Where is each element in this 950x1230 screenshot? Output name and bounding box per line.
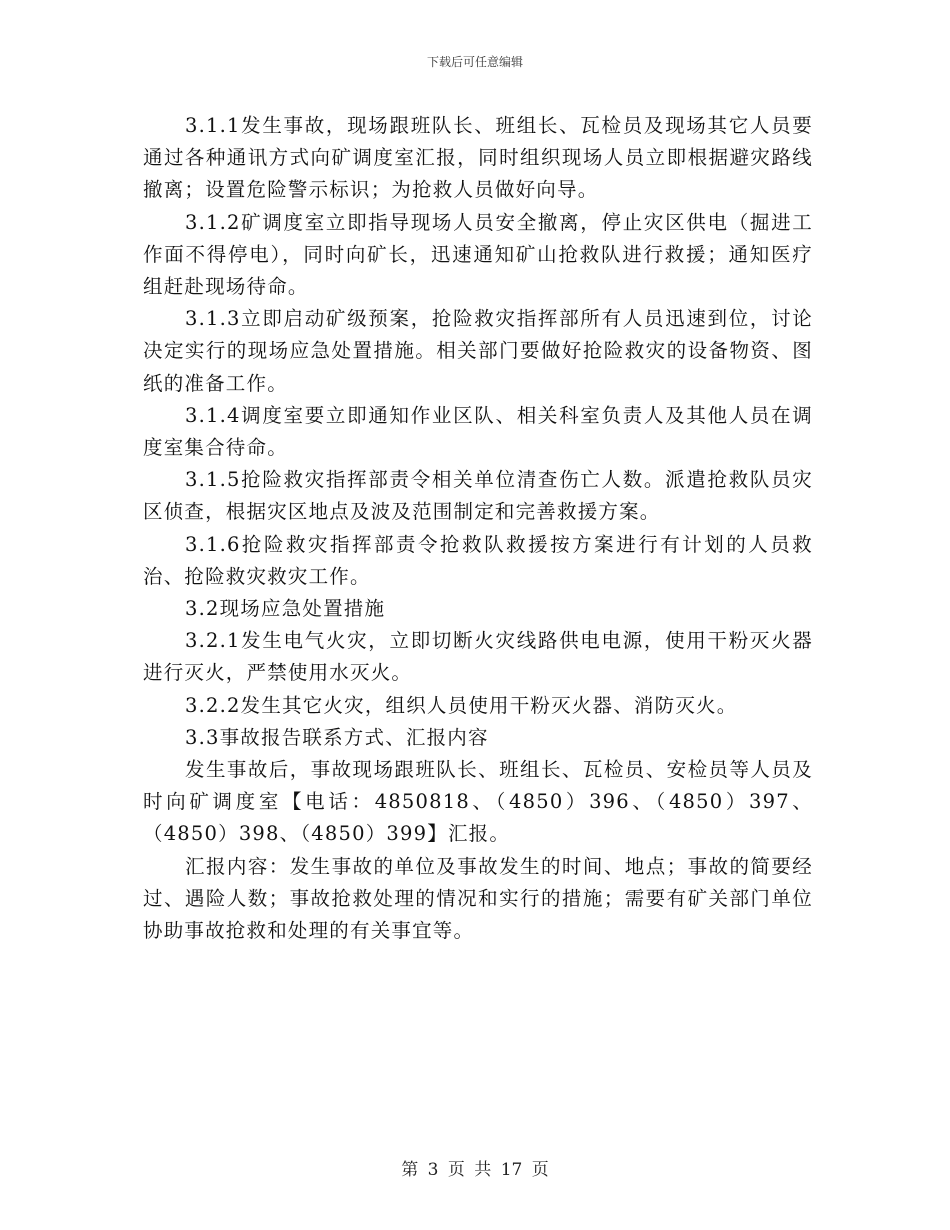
page-footer: 第 3 页 共 17 页 xyxy=(401,1160,549,1180)
paragraph-3-1-4: 3.1.4调度室要立即通知作业区队、相关科室负责人及其他人员在调度室集合待命。 xyxy=(143,403,813,460)
paragraph-report-contacts: 发生事故后，事故现场跟班队长、班组长、瓦检员、安检员等人员及时向矿调度室【电话：4850818、（4850）396、（4850）397、（4850）398、（4850）399】汇报。 xyxy=(143,758,813,846)
paragraph-3-2-1: 3.2.1发生电气火灾，立即切断火灾线路供电电源，使用干粉灭火器进行灭火，严禁使用水灭火。 xyxy=(143,629,813,685)
heading-3-2: 3.2现场应急处置措施 xyxy=(185,597,386,621)
heading-3-3: 3.3事故报告联系方式、汇报内容 xyxy=(185,725,489,749)
paragraph-3-1-1: 3.1.1发生事故，现场跟班队长、班组长、瓦检员及现场其它人员要通过各种通讯方式向矿调度室汇报，同时组织现场人员立即根据避灾路线撤离；设置危险警示标识；为抢救人员做好向导。 xyxy=(143,114,813,202)
paragraph-3-1-3: 3.1.3立即启动矿级预案，抢险救灾指挥部所有人员迅速到位，讨论决定实行的现场应急处置措施。相关部门要做好抢险救灾的设备物资、图纸的准备工作。 xyxy=(143,307,813,395)
page-header: 下载后可任意编辑 xyxy=(426,55,523,69)
paragraph-3-1-2: 3.1.2矿调度室立即指导现场人员安全撤离，停止灾区供电（掘进工作面不得停电），同时向矿长，迅速通知矿山抢救队进行救援；通知医疗组赶赴现场待命。 xyxy=(143,210,813,299)
paragraph-report-content: 汇报内容：发生事故的单位及事故发生的时间、地点；事故的简要经过、遇险人数；事故抢救处理的情况和实行的措施；需要有矿关部门单位协助事故抢救和处理的有关事宜等。 xyxy=(143,854,813,943)
paragraph-3-1-5: 3.1.5抢险救灾指挥部责令相关单位清查伤亡人数。派遣抢救队员灾区侦查，根据灾区地点及波及范围制定和完善救援方案。 xyxy=(143,468,813,524)
paragraph-3-1-6: 3.1.6抢险救灾指挥部责令抢救队救援按方案进行有计划的人员救治、抢险救灾救灾工作。 xyxy=(143,532,813,588)
paragraph-3-2-2: 3.2.2发生其它火灾，组织人员使用干粉灭火器、消防灭火。 xyxy=(185,693,738,717)
document-body xyxy=(143,110,813,947)
